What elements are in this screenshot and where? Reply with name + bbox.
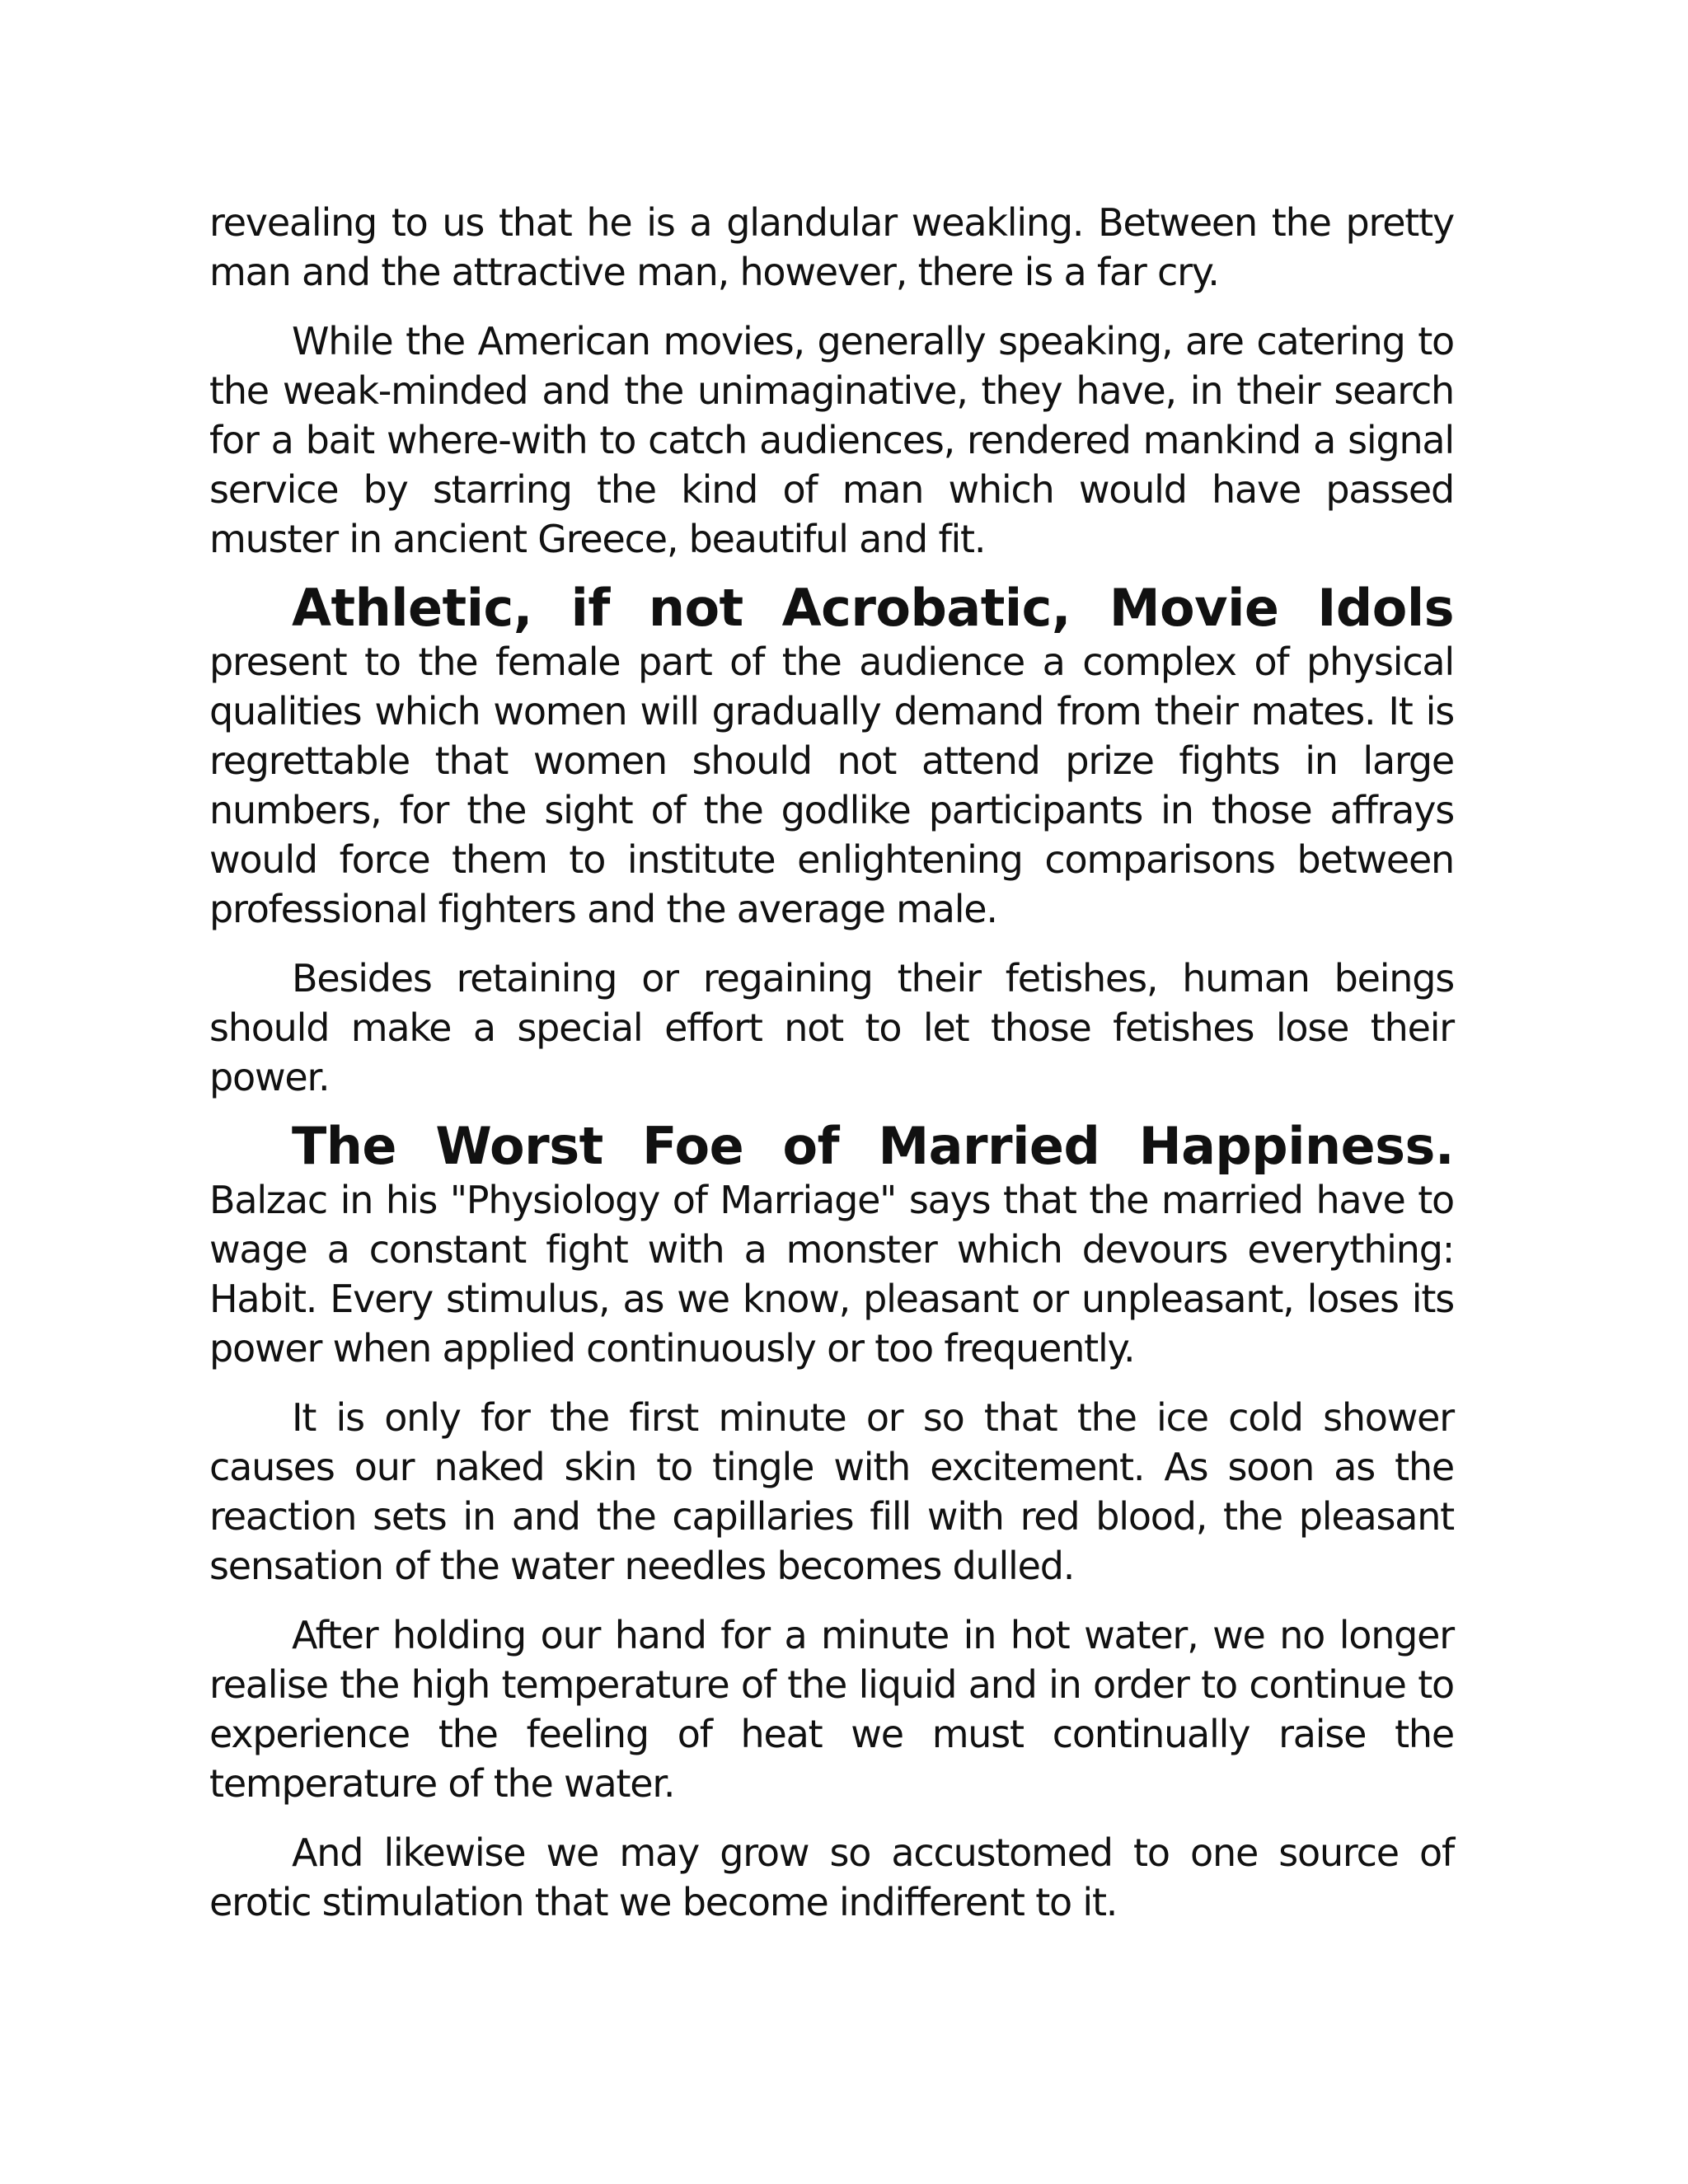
paragraph-hot-water bbox=[209, 1610, 1454, 1808]
paragraph-cold-shower bbox=[209, 1393, 1454, 1591]
paragraph-movies bbox=[209, 316, 1454, 564]
paragraph-text: It is only for the first minute or so that the ice cold shower causes our naked skin to tingle with excitement. As soon as the reaction sets in and the capillaries fill with red blood, the pleasant sensation of the water needles becomes dulled. bbox=[209, 1395, 1454, 1588]
paragraph-text: present to the female part of the audience a complex of physical qualities which women will gradually demand from their mates. It is regrettable that women should not attend prize fights in large numbers, for the sight of the godlike participants in those affrays would force them to institute enlightening comparisons between professional fighters and the average male. bbox=[209, 640, 1454, 931]
paragraph-worst-foe bbox=[209, 1116, 1454, 1373]
paragraph-text: Besides retaining or regaining their fetishes, human beings should make a special effort not to let those fetishes lose their power. bbox=[209, 956, 1454, 1099]
paragraph-text: Balzac in his "Physiology of Marriage" says that the married have to wage a constant fight with a monster which devours everything: Habit. Every stimulus, as we know, pleasant or unpleasant, loses its power when applied continuously or too frequently. bbox=[209, 1178, 1454, 1371]
paragraph-stimulation bbox=[209, 1828, 1454, 1927]
paragraph-text: After holding our hand for a minute in hot water, we no longer realise the high temperature of the liquid and in order to continue to experience the feeling of heat we must continually raise the temperature of the water. bbox=[209, 1613, 1454, 1806]
paragraph-text: revealing to us that he is a glandular weakling. Between the pretty man and the attractive man, however, there is a far cry. bbox=[209, 200, 1454, 294]
run-in-heading: The Worst Foe of Married Happiness. bbox=[292, 1116, 1454, 1176]
paragraph-text: And likewise we may grow so accustomed to one source of erotic stimulation that we become indifferent to it. bbox=[209, 1830, 1454, 1924]
paragraph-movie-idols bbox=[209, 578, 1454, 934]
run-in-heading: Athletic, if not Acrobatic, Movie Idols bbox=[292, 578, 1454, 638]
paragraph-fetishes bbox=[209, 954, 1454, 1102]
paragraph-continuation bbox=[209, 198, 1454, 297]
document-page bbox=[209, 198, 1454, 1947]
paragraph-text: While the American movies, generally speaking, are catering to the weak-minded and the unimaginative, they have, in their search for a bait where-with to catch audiences, rendered mankind a signal service by starring the kind of man which would have passed muster in ancient Greece, beautiful and fit. bbox=[209, 319, 1454, 561]
